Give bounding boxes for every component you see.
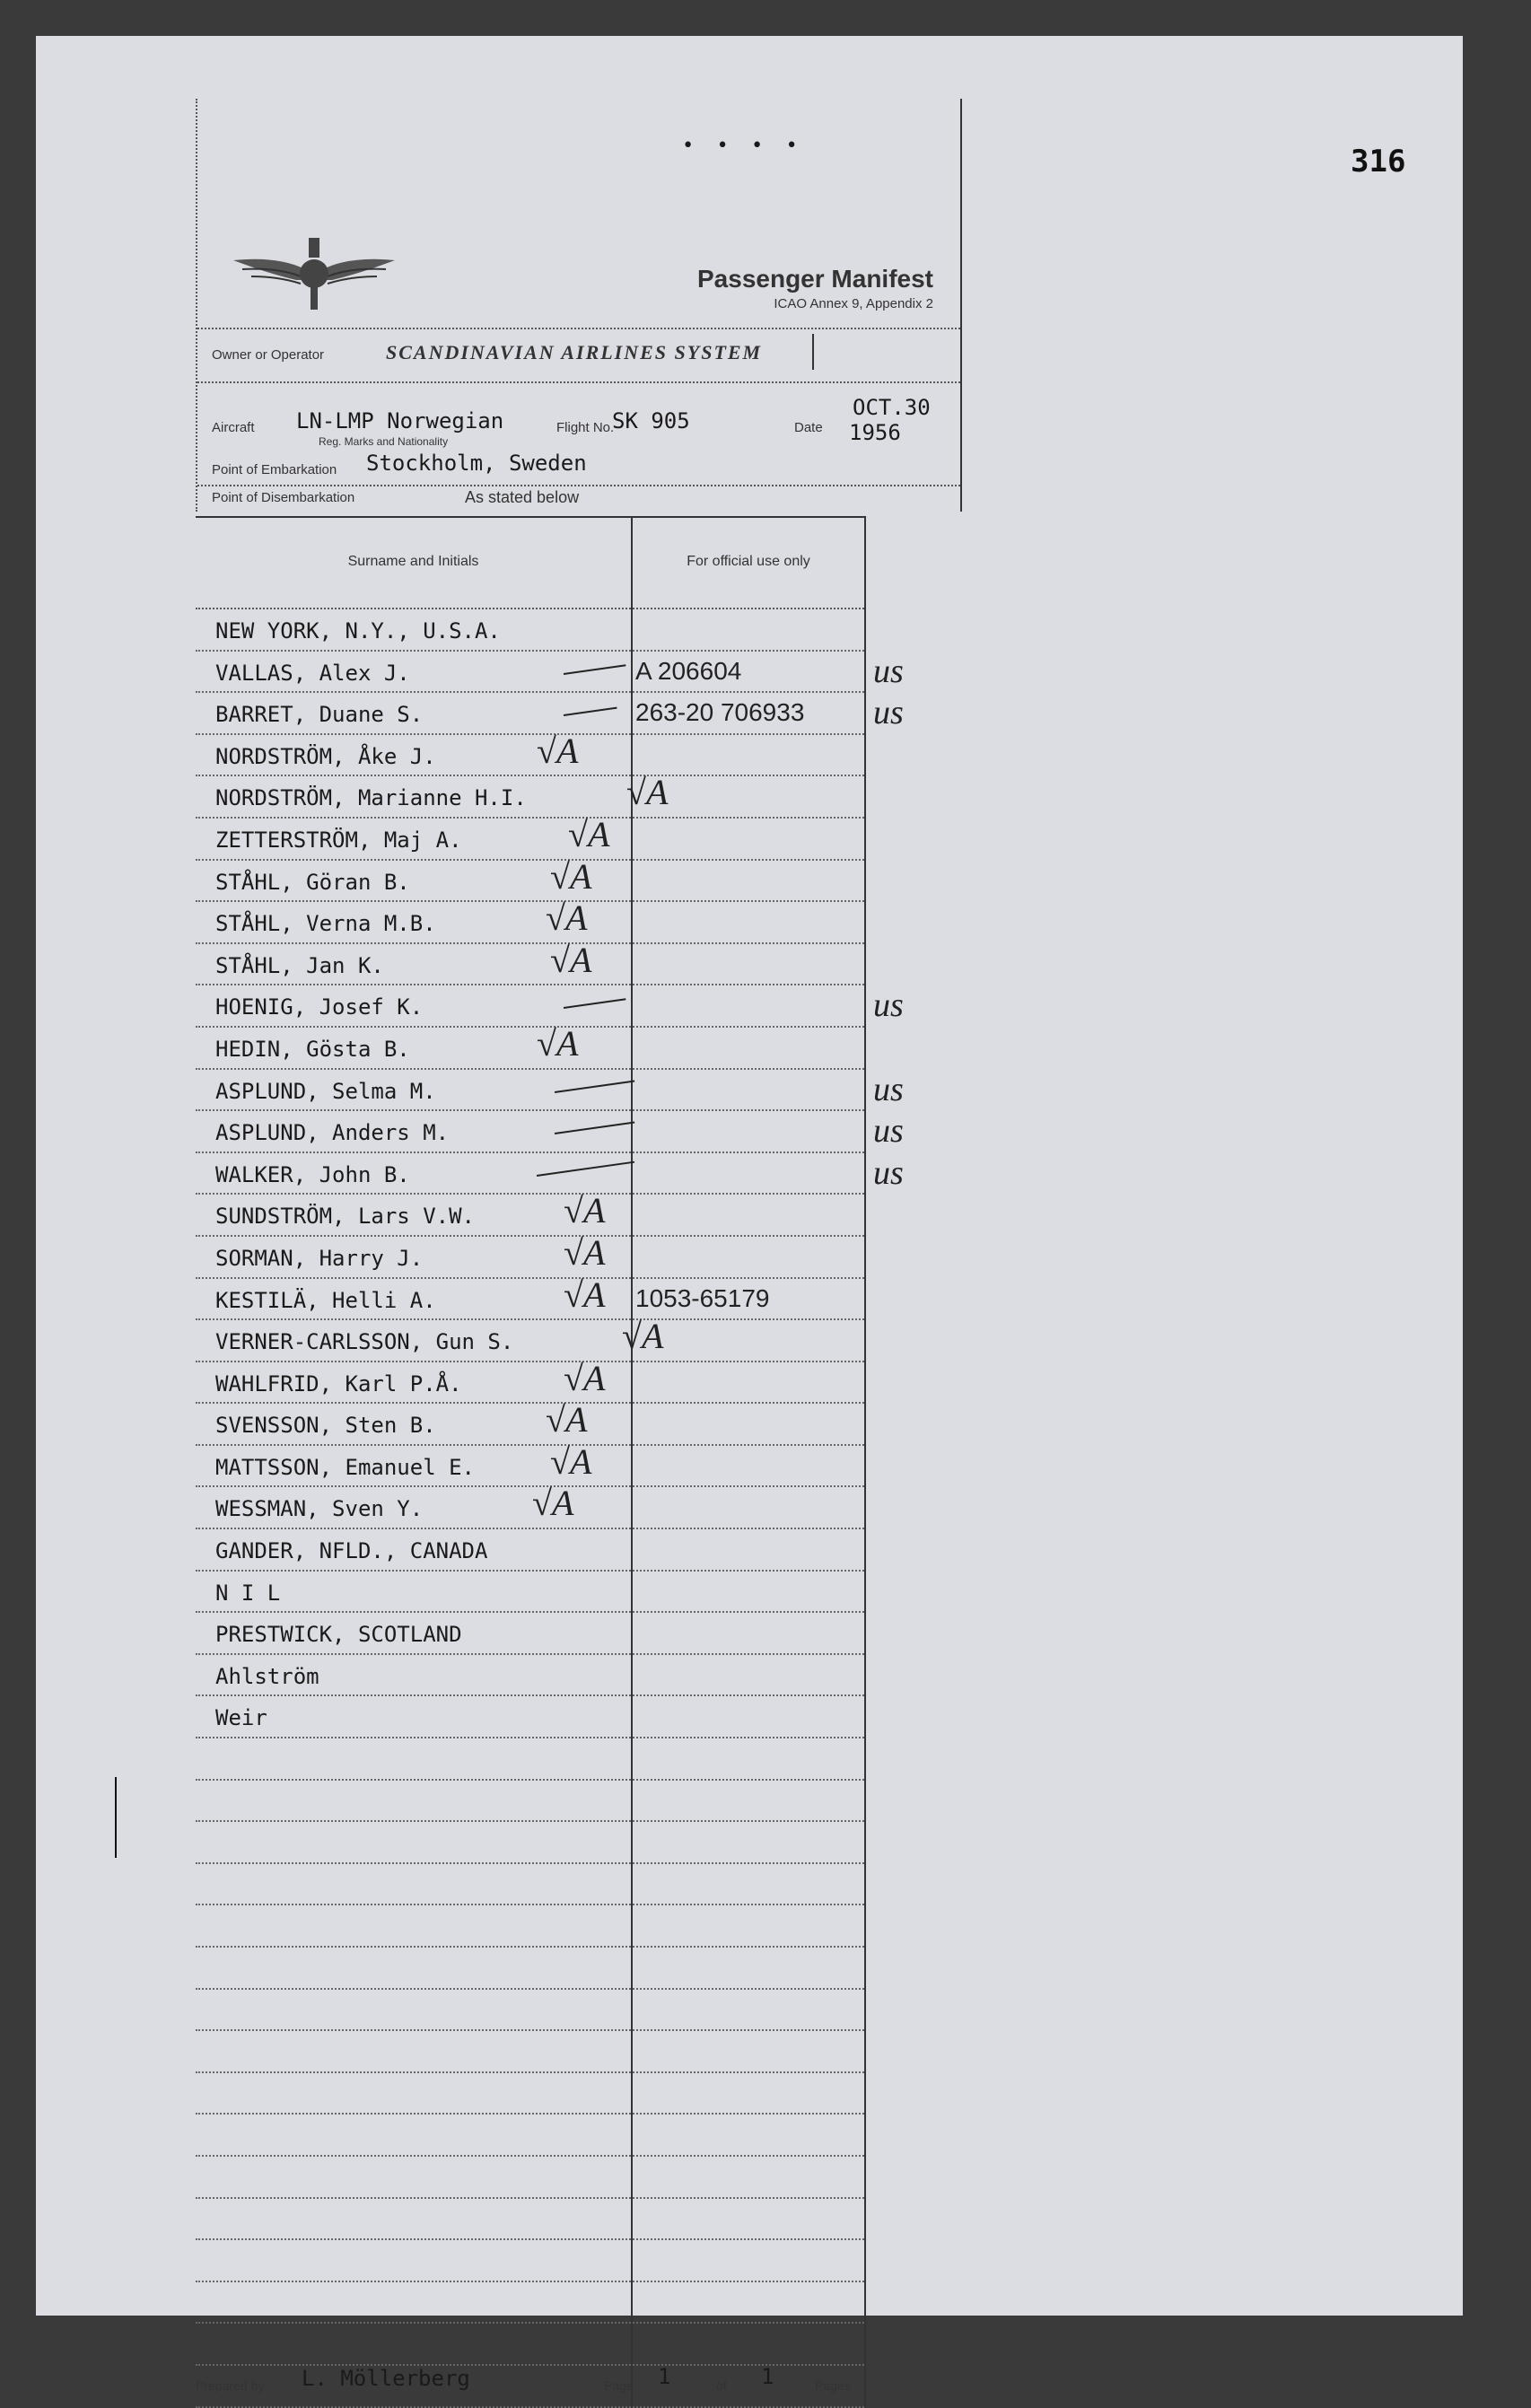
header-dots: • • • •: [682, 135, 803, 157]
passenger-name: VALLAS, Alex J.: [215, 660, 410, 686]
passenger-name: WALKER, John B.: [215, 1161, 410, 1187]
disembarkation-label: Point of Disembarkation: [212, 490, 355, 505]
table-row: [196, 813, 864, 861]
checkmark-annotation: √A: [626, 772, 669, 813]
passenger-name: KESTILÄ, Helli A.: [215, 1287, 436, 1313]
embarkation-label: Point of Embarkation: [212, 462, 337, 477]
table-row: [196, 1696, 864, 1738]
checkmark-annotation: √A: [568, 813, 610, 854]
table-row: [196, 2324, 864, 2366]
us-annotation: us: [873, 1112, 904, 1151]
passenger-name: N I L: [215, 1580, 281, 1606]
table-row: [196, 898, 864, 944]
table-row: [196, 1231, 864, 1279]
table-row: [196, 1948, 864, 1990]
passenger-name: STÅHL, Göran B.: [215, 869, 410, 895]
pen-stroke: [555, 1122, 634, 1135]
table-row: [196, 1990, 864, 2032]
official-use-entry: 1053-65179: [635, 1283, 770, 1312]
passenger-name: MATTSSON, Emanuel E.: [215, 1454, 475, 1480]
table-row: [196, 985, 904, 1028]
of-label: of: [716, 2378, 727, 2393]
passenger-table: [196, 516, 904, 2408]
pen-stroke: [555, 1080, 634, 1093]
checkmark-annotation: √A: [564, 1190, 606, 1231]
pages-label: Pages: [815, 2378, 851, 2393]
passenger-name: NEW YORK, N.Y., U.S.A.: [215, 618, 501, 644]
official-column-header: For official use only: [687, 554, 810, 569]
table-row: [196, 1357, 864, 1405]
aircraft-value: LN-LMP Norwegian: [296, 408, 504, 433]
form-title: Passenger Manifest: [697, 265, 933, 293]
flight-value: SK 905: [612, 408, 690, 433]
checkmark-annotation: √A: [546, 898, 588, 939]
page-label: Page: [604, 2378, 634, 2393]
table-row: [196, 1864, 864, 1906]
table-row: [196, 1399, 864, 1446]
table-row: [196, 1316, 864, 1362]
checkmark-annotation: √A: [550, 855, 592, 897]
passenger-name: STÅHL, Jan K.: [215, 952, 384, 978]
us-annotation: us: [873, 694, 904, 732]
table-row: [196, 693, 904, 735]
checkmark-annotation: √A: [546, 1399, 588, 1440]
page-value: 1: [658, 2364, 671, 2389]
table-row: [196, 652, 904, 694]
table-row: [196, 939, 864, 986]
table-header: [196, 516, 864, 609]
checkmark-annotation: √A: [622, 1316, 664, 1357]
embarkation-value: Stockholm, Sweden: [366, 451, 587, 476]
table-row: [196, 855, 864, 903]
passenger-name: GANDER, NFLD., CANADA: [215, 1538, 488, 1564]
table-row: [196, 1781, 864, 1823]
table-row: [196, 1483, 864, 1529]
passenger-name: VERNER-CARLSSON, Gun S.: [215, 1329, 514, 1355]
us-annotation: us: [873, 652, 904, 690]
passenger-name: PRESTWICK, SCOTLAND: [215, 1622, 462, 1648]
table-row: [196, 2073, 864, 2115]
table-row: [196, 1613, 864, 1655]
owner-value: SCANDINAVIAN AIRLINES SYSTEM: [386, 341, 763, 363]
checkmark-annotation: √A: [537, 730, 579, 771]
date-label: Date: [794, 420, 823, 435]
passenger-name: WAHLFRID, Karl P.Å.: [215, 1370, 462, 1397]
passenger-name: HOENIG, Josef K.: [215, 994, 424, 1020]
pen-stroke: [537, 1160, 634, 1176]
table-row: [196, 1738, 864, 1781]
table-row: [196, 2115, 864, 2157]
checkmark-annotation: √A: [550, 939, 592, 980]
table-row: [196, 2157, 864, 2199]
of-value: 1: [761, 2364, 774, 2389]
table-row: [196, 1022, 864, 1070]
table-row: [196, 772, 864, 819]
passenger-name: HEDIN, Gösta B.: [215, 1036, 410, 1062]
header-divider: [197, 485, 960, 486]
passenger-name: NORDSTRÖM, Marianne H.I.: [215, 785, 527, 811]
date-value-2: 1956: [849, 420, 901, 445]
pen-stroke: [564, 664, 626, 675]
official-use-entry: 263-20 706933: [635, 698, 805, 727]
passenger-name: ASPLUND, Anders M.: [215, 1120, 450, 1146]
table-row: [196, 1529, 864, 1572]
aircraft-sublabel: Reg. Marks and Nationality: [319, 435, 449, 448]
table-row: [196, 1274, 864, 1321]
passenger-rows: [196, 609, 904, 2408]
table-row: [196, 2240, 864, 2282]
table-row: [196, 1440, 864, 1488]
passenger-name: Ahlström: [215, 1663, 319, 1689]
passenger-name: Weir: [215, 1705, 267, 1731]
form-subtitle: ICAO Annex 9, Appendix 2: [774, 296, 933, 311]
checkmark-annotation: √A: [550, 1440, 592, 1482]
checkmark-annotation: √A: [564, 1231, 606, 1273]
passenger-name: NORDSTRÖM, Åke J.: [215, 743, 436, 769]
us-annotation: us: [873, 986, 904, 1025]
us-annotation: us: [873, 1153, 904, 1192]
us-annotation: us: [873, 1070, 904, 1108]
table-row: [196, 1070, 904, 1112]
table-row: [196, 1111, 904, 1153]
passenger-manifest-form: [196, 99, 958, 2393]
checkmark-annotation: √A: [564, 1357, 606, 1398]
pen-stroke: [564, 999, 626, 1010]
disembarkation-value: As stated below: [465, 488, 580, 506]
official-use-entry: A 206604: [635, 656, 742, 685]
table-row: [196, 1190, 864, 1237]
passenger-name: SUNDSTRÖM, Lars V.W.: [215, 1204, 475, 1230]
owner-mark: [812, 334, 814, 370]
passenger-name: STÅHL, Verna M.B.: [215, 911, 436, 937]
flight-label: Flight No.: [556, 420, 615, 435]
passenger-name: BARRET, Duane S.: [215, 702, 424, 728]
checkmark-annotation: √A: [532, 1483, 574, 1524]
prepared-by-value: L. Möllerberg: [302, 2366, 470, 2391]
passenger-name: ZETTERSTRÖM, Maj A.: [215, 827, 462, 853]
table-row: [196, 730, 864, 777]
pen-stroke: [564, 707, 617, 716]
prepared-by-label: Prepared by: [196, 2378, 265, 2393]
passenger-name: SVENSSON, Sten B.: [215, 1413, 436, 1439]
table-row: [196, 1655, 864, 1697]
checkmark-annotation: √A: [537, 1022, 579, 1064]
form-header: [196, 99, 962, 512]
date-value-1: OCT.30: [853, 395, 931, 420]
passenger-name: SORMAN, Harry J.: [215, 1245, 424, 1271]
table-row: [196, 1572, 864, 1614]
passenger-name: ASPLUND, Selma M.: [215, 1078, 436, 1104]
table-row: [196, 1905, 864, 1948]
names-column-header: Surname and Initials: [347, 554, 479, 569]
header-divider: [197, 381, 960, 383]
airline-wings-logo: [224, 224, 404, 323]
owner-label: Owner or Operator: [212, 347, 325, 363]
table-row: [196, 1153, 904, 1195]
table-row: [196, 2199, 864, 2241]
passenger-name: WESSMAN, Sven Y.: [215, 1496, 424, 1522]
table-row: [196, 2282, 864, 2325]
page-number: 316: [1351, 144, 1406, 180]
aircraft-label: Aircraft: [212, 420, 255, 435]
table-row: [196, 609, 864, 652]
table-row: [196, 1822, 864, 1864]
margin-mark: [115, 1777, 117, 1858]
table-row: [196, 2031, 864, 2073]
checkmark-annotation: √A: [564, 1274, 606, 1315]
header-divider: [197, 328, 960, 329]
